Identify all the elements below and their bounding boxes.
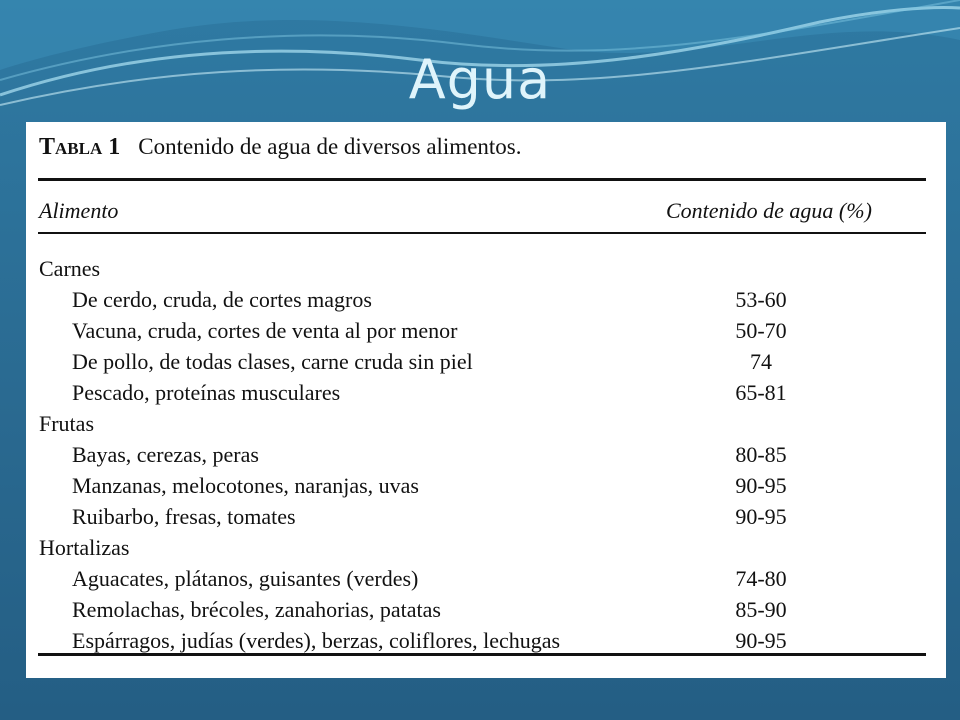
water-value: 65-81	[735, 380, 787, 405]
top-rule	[38, 178, 926, 181]
food-name: Espárragos, judías (verdes), berzas, coliflores, lechugas	[72, 628, 561, 653]
water-value: 90-95	[735, 473, 787, 498]
water-value: 85-90	[735, 597, 787, 622]
table-row	[26, 285, 946, 316]
food-name: Aguacates, plátanos, guisantes (verdes)	[72, 566, 419, 591]
category-row	[26, 409, 946, 440]
table-row	[26, 471, 946, 502]
table-row	[26, 564, 946, 595]
column-header-food: Alimento	[39, 198, 119, 223]
category-row	[26, 533, 946, 564]
water-value: 80-85	[735, 442, 787, 467]
category-name: Frutas	[39, 411, 94, 436]
table-label: Tabla 1	[39, 134, 121, 160]
category-row	[26, 254, 946, 285]
food-name: De cerdo, cruda, de cortes magros	[72, 287, 372, 312]
column-header-water: Contenido de agua (%)	[666, 198, 872, 223]
table-row	[26, 502, 946, 533]
water-value: 90-95	[735, 628, 787, 653]
category-name: Carnes	[39, 256, 101, 281]
water-value: 74	[750, 349, 772, 374]
water-value: 53-60	[735, 287, 787, 312]
table-caption-text: Contenido de agua de diversos alimentos.	[138, 134, 522, 159]
food-name: De pollo, de todas clases, carne cruda sin piel	[72, 349, 473, 374]
food-name: Manzanas, melocotones, naranjas, uvas	[72, 473, 419, 498]
food-name: Ruibarbo, fresas, tomates	[72, 504, 296, 529]
table-row	[26, 316, 946, 347]
table-row	[26, 440, 946, 471]
food-name: Bayas, cerezas, peras	[72, 442, 259, 467]
food-name: Pescado, proteínas musculares	[72, 380, 341, 405]
water-value: 90-95	[735, 504, 787, 529]
header-rule	[38, 232, 926, 234]
water-content-table	[26, 122, 946, 678]
food-name: Remolachas, brécoles, zanahorias, patatas	[72, 597, 441, 622]
water-value: 50-70	[735, 318, 787, 343]
table-row	[26, 378, 946, 409]
food-name: Vacuna, cruda, cortes de venta al por menor	[72, 318, 458, 343]
category-name: Hortalizas	[39, 535, 130, 560]
table-body	[26, 254, 946, 657]
slide-title: Agua	[408, 48, 552, 111]
water-value: 74-80	[735, 566, 787, 591]
table-row	[26, 595, 946, 626]
table-caption	[39, 134, 522, 161]
table-row	[26, 347, 946, 378]
bottom-rule	[38, 653, 926, 656]
